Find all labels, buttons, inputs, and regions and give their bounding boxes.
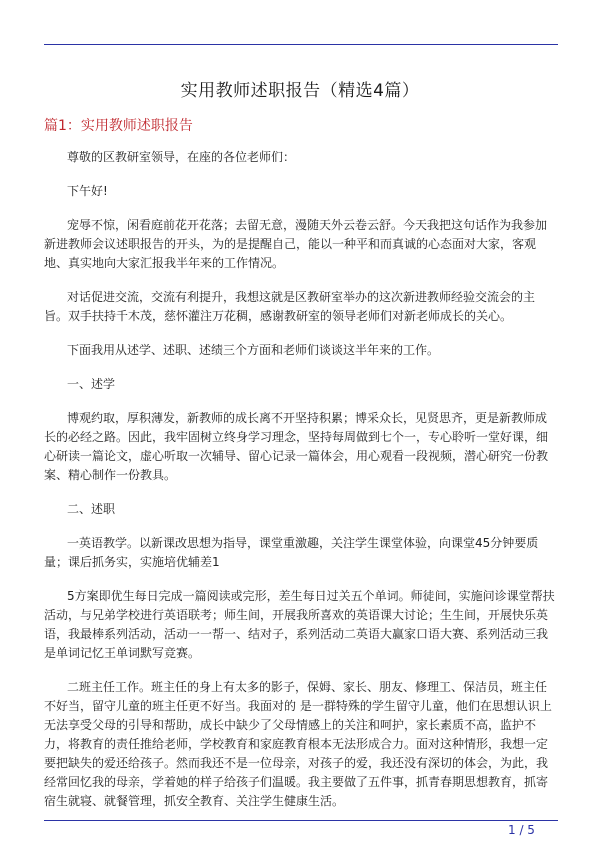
- paragraph-good-afternoon: 下午好!: [67, 184, 108, 198]
- page-number: 1 / 5: [508, 823, 535, 837]
- subheading-study: 一、述学: [67, 377, 116, 391]
- paragraph-greeting: 尊敬的区教研室领导，在座的各位老师们：: [67, 150, 296, 164]
- paragraph-exchange: 对话促进交流，交流有利提升，我想这就是区教研室举办的这次新进教师经验交流会的主旨。双手扶持千木茂，慈怀灌注万花稠，感谢教研室的领导老师们对新老师成长的关心。: [44, 290, 536, 323]
- paragraph-outline: 下面我用从述学、述职、述绩三个方面和老师们谈谈这半年来的工作。: [67, 343, 440, 357]
- paragraph-class-teacher: 二班主任工作。班主任的身上有太多的影子，保姆、家长、朋友、修理工、保洁员，班主任不好当，留守儿童的班主任更不好当。我面对的 是一群特殊的学生留守儿童，他们在思想认识上无法享受父母的引导和帮助，成长中缺少了父母情感上的关注和呵护，家长素质不高，监护不力，将教育的责任推给老师，学校教育和家庭教育根本无法形成合力。面对这种情形，我想一定要把缺失的爱还给孩子。然而我还不是一位母亲，对孩子的爱，我还没有深切的体会，为此，我经常回忆我的母亲，学着她的样子给孩子们温暖。我主要做了五件事，抓青春期思想教育，抓寄宿生就寝、就餐管理，抓安全教育、关注学生健康生活。: [44, 680, 552, 808]
- subheading-duties: 二、述职: [67, 502, 116, 516]
- header-rule: [44, 44, 558, 45]
- section-heading: 篇1：实用教师述职报告: [44, 118, 193, 134]
- paragraph-english-teaching: 一英语教学。以新课改思想为指导，课堂重激趣，关注学生课堂体验，向课堂45分钟要质量；课后抓务实，实施培优辅差1: [44, 536, 539, 569]
- footer-rule: [44, 820, 558, 821]
- paragraph-plan: 5方案即优生每日完成一篇阅读或完形，差生每日过关五个单词。师徒间，实施问诊课堂帮扶活动，与兄弟学校进行英语联考；师生间，开展我所喜欢的英语课大讨论；生生间，开展快乐英语，我最棒系列活动，活动一一帮一、结对子，系列活动二英语大赢家口语大赛、系列活动三我是单词记忆王单词默写竞赛。: [44, 589, 555, 660]
- document-body: [44, 148, 558, 826]
- document-title: 实用教师述职报告（精选4篇）: [180, 81, 420, 101]
- paragraph-opening: 宠辱不惊，闲看庭前花开花落；去留无意，漫随天外云卷云舒。今天我把这句话作为我参加新进教师会议述职报告的开头，为的是提醒自己，能以一种平和而真诚的心态面对大家，客观地、真实地向大家汇报我半年来的工作情况。: [44, 218, 548, 270]
- paragraph-study: 博观约取，厚积薄发，新教师的成长离不开坚持积累；博采众长，见贤思齐，更是新教师成长的必经之路。因此，我牢固树立终身学习理念，坚持每周做到七个一，专心聆听一堂好课，细心研读一篇论文，虚心听取一次辅导、留心记录一篇体会，用心观看一段视频，潜心研究一份教案、精心制作一份教具。: [44, 411, 549, 482]
